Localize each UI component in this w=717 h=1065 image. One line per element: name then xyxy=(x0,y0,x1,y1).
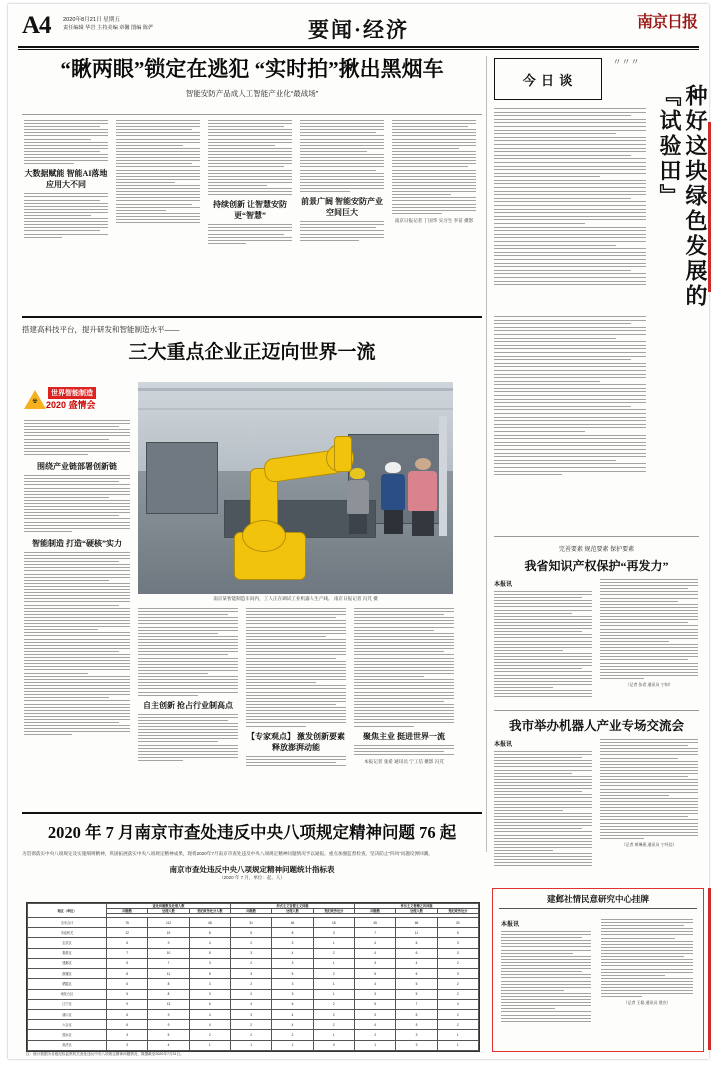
table-cell-value: 2 xyxy=(437,1009,478,1019)
table-cell-value: 5 xyxy=(396,1020,437,1030)
table-cell-value: 9 xyxy=(148,1009,189,1019)
table-col-0-0: 问题数 xyxy=(107,909,148,914)
table-cell-value: 2 xyxy=(354,1030,395,1040)
table-col-2-1: 处理人数 xyxy=(396,909,437,914)
table-cell-value: 9 xyxy=(148,938,189,948)
table-cell-value: 1 xyxy=(313,989,354,999)
table-cell-value: 3 xyxy=(396,1040,437,1050)
lead-subhead-2: 持续创新 让智慧安防更“智慧” xyxy=(213,200,287,221)
table-colgroup-2: 享乐主义奢靡之风问题 xyxy=(354,904,478,909)
robot-shoulder-joint xyxy=(242,520,286,552)
table-cell-value: 48 xyxy=(189,918,230,928)
table-cell-area: 六合区 xyxy=(28,1020,107,1030)
table-cell-value: 5 xyxy=(272,969,313,979)
page-sheet xyxy=(8,4,709,1059)
table-cell-value: 8 xyxy=(148,989,189,999)
table-cell-value: 1 xyxy=(189,1040,230,1050)
table-cell-value: 4 xyxy=(272,1020,313,1030)
table-cell-value: 3 xyxy=(230,1009,271,1019)
table-cell-value: 3 xyxy=(437,938,478,948)
table-cell-value: 4 xyxy=(189,1009,230,1019)
helmet-icon xyxy=(385,462,401,473)
worker-torso xyxy=(347,480,369,514)
feature-insert-title: 【专家观点】 激发创新要素 释放澎湃动能 xyxy=(247,731,345,752)
table-cell-value: 3 xyxy=(354,989,395,999)
worker-white-helmet xyxy=(378,462,408,534)
table-colgroup-1: 形式主义官僚主义问题 xyxy=(230,904,354,909)
folio-date: 2020年8月21日 星期五 xyxy=(63,17,120,23)
table-cell-area: 建邺区 xyxy=(28,958,107,968)
table-cell-value: 9 xyxy=(148,1020,189,1030)
photo-caption: 南京某智能制造车间内，工人正在调试工业机器人生产线。 南京日报记者 冯芃 摄 xyxy=(213,596,378,601)
worker-legs xyxy=(412,511,434,536)
table-col-2-2: 党纪政务处分 xyxy=(437,909,478,914)
table-row xyxy=(28,938,479,948)
table-cell-value: 3 xyxy=(189,958,230,968)
article-4-byline: （记者 王聪 通讯员 建宣） xyxy=(623,1000,671,1006)
table-cell-value: 31 xyxy=(230,918,271,928)
article-4-lead-label: 本报讯 xyxy=(501,922,520,928)
feature-photo xyxy=(138,382,453,594)
feature-subhead-2: 智能制造 打造“硬核”实力 xyxy=(32,538,122,548)
table-cell-value: 2 xyxy=(437,1020,478,1030)
lead-subhead-3: 前景广阔 智能安防产业空间巨大 xyxy=(301,197,383,218)
table-cell-value: 5 xyxy=(189,948,230,958)
masthead xyxy=(18,10,699,46)
table-cell-value: 76 xyxy=(107,918,148,928)
feature-bottom-rule xyxy=(22,812,482,814)
table-cell-value: 4 xyxy=(354,948,395,958)
worker-torso xyxy=(381,474,405,510)
article-3-lead-label: 本报讯 xyxy=(494,742,513,748)
right-divider-1 xyxy=(494,536,699,537)
table-row xyxy=(28,1040,479,1050)
table-cell-area: 全市合计 xyxy=(28,918,107,928)
table-cell-area: 浦口区 xyxy=(28,1009,107,1019)
table-cell-area: 鼓楼区 xyxy=(28,969,107,979)
table-cell-value: 6 xyxy=(396,969,437,979)
table-cell-value: 6 xyxy=(107,938,148,948)
table-cell-area: 溧水区 xyxy=(28,1030,107,1040)
article-4-col-2 xyxy=(601,919,693,1006)
table-cell-value: 2 xyxy=(313,948,354,958)
table-body xyxy=(28,918,479,1051)
table-cell-value: 3 xyxy=(437,969,478,979)
article-2 xyxy=(494,544,699,574)
feature-story-header xyxy=(22,324,482,365)
table-cell-value: 5 xyxy=(354,999,395,1009)
worker-legs xyxy=(349,514,367,534)
article-3 xyxy=(494,716,699,734)
table-cell-value: 30 xyxy=(437,918,478,928)
table-row xyxy=(28,958,479,968)
table-cell-value: 2 xyxy=(313,1020,354,1030)
head-icon xyxy=(415,458,431,470)
table-cell-value: 8 xyxy=(272,928,313,938)
expo-logo: ☢ 世界智能制造 2020 盛情会 xyxy=(24,386,130,416)
table-cell-value: 3 xyxy=(189,979,230,989)
table-cell-value: 1 xyxy=(437,1040,478,1050)
table-cell-area: 雨花台区 xyxy=(28,989,107,999)
table-cell-value: 45 xyxy=(354,918,395,928)
table-cell-value: 46 xyxy=(272,918,313,928)
feature-kicker: 搭建高科技平台，提升研发和智能制造水平—— xyxy=(22,325,180,334)
table-cell-value: 6 xyxy=(189,999,230,1009)
lead-story xyxy=(22,56,482,99)
table-cell-area: 玄武区 xyxy=(28,938,107,948)
table-cell-value: 3 xyxy=(107,1030,148,1040)
table-row xyxy=(28,1009,479,1019)
table-cell-value: 3 xyxy=(230,948,271,958)
table-cell-value: 2 xyxy=(313,969,354,979)
table-cell-value: 2 xyxy=(230,979,271,989)
table-row xyxy=(28,918,479,928)
article-2-col-2 xyxy=(600,579,698,704)
column-separator xyxy=(486,56,487,852)
helmet-icon xyxy=(350,468,365,479)
table-cell-value: 4 xyxy=(148,1040,189,1050)
table-col-0-1: 处理人数 xyxy=(148,909,189,914)
commentary-col-2 xyxy=(494,316,646,516)
table-grid xyxy=(27,903,479,1051)
table-row xyxy=(28,1030,479,1040)
table-cell-value: 7 xyxy=(148,958,189,968)
table-row xyxy=(28,1020,479,1030)
table-cell-value: 4 xyxy=(230,999,271,1009)
table-cell-value: 6 xyxy=(272,999,313,1009)
table-cell-value: 11 xyxy=(396,928,437,938)
feature-col-2 xyxy=(138,608,238,803)
table-footnote: 注：统计数据为各级纪检监察机关查处违反中央八项规定精神问题情况，数据截至2020年7月31日。 xyxy=(26,1052,184,1056)
table-cell-value: 2 xyxy=(230,938,271,948)
table-cell-value: 3 xyxy=(272,989,313,999)
table-cell-value: 112 xyxy=(148,918,189,928)
table-cell-value: 8 xyxy=(107,969,148,979)
lead-col-2 xyxy=(116,120,200,310)
table-cell-value: 7 xyxy=(107,948,148,958)
table-cell-value: 2 xyxy=(437,989,478,999)
table-cell-value: 18 xyxy=(313,918,354,928)
photo-vertical-banner xyxy=(439,416,447,536)
table-row xyxy=(28,989,479,999)
brush-ornament: 〃〃〃 xyxy=(612,57,640,67)
table-cell-value: 3 xyxy=(437,948,478,958)
masthead-rule xyxy=(18,46,699,48)
table-cell-value: 6 xyxy=(107,979,148,989)
table-cell-value: 1 xyxy=(313,1030,354,1040)
table-col-1-1: 处理人数 xyxy=(272,909,313,914)
table-cell-value: 2 xyxy=(230,1030,271,1040)
lead-kicker: 智能安防产品成人工智能产业化“最战场” xyxy=(185,89,319,98)
table-cell-value: 3 xyxy=(313,928,354,938)
table-cell-area: 秦淮区 xyxy=(28,948,107,958)
table-cell-value: 2 xyxy=(230,989,271,999)
table-cell-value: 3 xyxy=(354,958,395,968)
table-cell-value: 8 xyxy=(148,979,189,989)
masthead-rule-thin xyxy=(18,49,699,50)
report-standfirst: 为贯彻落实中央八项规定及实施细则精神，巩固拓展落实中央八项规定精神成果，现将2020年7月南京市查处违反中央八项规定精神问题情况予以通报。重点加强监督检查，坚决防止“四风”问题反弹回潮。 xyxy=(22,851,433,856)
feature-subhead-1: 围绕产业链部署创新链 xyxy=(37,462,117,472)
table-cell-value: 2 xyxy=(313,1009,354,1019)
article-4-headline: 建邺社情民意研究中心挂牌 xyxy=(499,893,697,909)
feature-col-4 xyxy=(354,608,454,803)
article-3-byline: （记者 黄琳燕 通讯员 宁经信） xyxy=(621,842,677,847)
feature-subhead-3: 自主创新 抢占行业制高点 xyxy=(143,700,233,710)
table-col-1-0: 问题数 xyxy=(230,909,271,914)
table-cell-value: 7 xyxy=(354,928,395,938)
table-cell-value: 66 xyxy=(396,918,437,928)
table-head xyxy=(28,904,479,918)
table-cell-value: 5 xyxy=(148,1030,189,1040)
feature-col-3 xyxy=(246,608,346,803)
table-cell-value: 2 xyxy=(272,1030,313,1040)
today-talk-title: 今 日 谈 xyxy=(522,73,574,88)
table-cell-value: 4 xyxy=(437,999,478,1009)
table-row xyxy=(28,979,479,989)
table-cell-value: 2 xyxy=(230,1020,271,1030)
table-cell-value: 9 xyxy=(107,999,148,1009)
feature-headline: 三大重点企业正迈向世界一流 xyxy=(128,342,376,363)
worker-pink-shirt xyxy=(406,458,440,536)
vertical-headline: 种好这块绿色发展的『试验田』 xyxy=(657,84,708,309)
table-cell-value: 1 xyxy=(313,958,354,968)
edge-marker-top xyxy=(708,122,711,292)
table-cell-value: 4 xyxy=(396,958,437,968)
table-cell-value: 5 xyxy=(396,1009,437,1019)
section-title: 要闻·经济 xyxy=(307,18,409,42)
report-block xyxy=(22,822,482,881)
table-row xyxy=(28,999,479,1009)
table-cell-value: 5 xyxy=(437,928,478,938)
table-cell-value: 5 xyxy=(396,979,437,989)
lead-subhead-1: 大数据赋能 智能AI落地应用大不同 xyxy=(24,169,108,190)
lead-headline: “瞅两眼”锁定在逃犯 “实时拍”揪出黑烟车 xyxy=(60,57,444,81)
table-cell-value: 3 xyxy=(354,1009,395,1019)
table-subtitle: （2020 年 7 月，单位：起、人） xyxy=(219,875,285,880)
feature-byline: 本报记者 张希 通讯员 宁工信 摄影 冯芃 xyxy=(364,758,444,764)
table-cell-value: 2 xyxy=(313,999,354,1009)
table-cell-value: 5 xyxy=(354,969,395,979)
table-cell-value: 13 xyxy=(148,999,189,1009)
table-cell-value: 5 xyxy=(107,958,148,968)
folio-editors: 责任编辑 华岩 主持美编 章馨 图编 陈俨 xyxy=(63,25,154,31)
table-cell-value: 5 xyxy=(189,969,230,979)
lead-col-4 xyxy=(300,120,384,310)
commentary-col-1 xyxy=(494,108,646,308)
table-cell-value: 1 xyxy=(272,1040,313,1050)
table-cell-value: 11 xyxy=(148,969,189,979)
table-cell-value: 4 xyxy=(354,1020,395,1030)
table-title: 南京市查处违反中央八项规定精神问题统计指标表 xyxy=(169,865,335,874)
photo-machine-left xyxy=(146,442,218,514)
report-headline: 2020 年 7 月南京市查处违反中央八项规定精神问题 76 起 xyxy=(47,823,457,842)
table-cell-value: 10 xyxy=(148,948,189,958)
table-cell-value: 3 xyxy=(230,969,271,979)
table-cell-value: 3 xyxy=(189,989,230,999)
table-cell-value: 2 xyxy=(230,958,271,968)
table-cell-value: 6 xyxy=(107,1020,148,1030)
table-row xyxy=(28,928,479,938)
table-cell-value: 1 xyxy=(354,1040,395,1050)
worker-legs xyxy=(384,510,403,534)
table-cell-value: 3 xyxy=(272,979,313,989)
table-cell-value: 8 xyxy=(189,928,230,938)
table-cell-value: 2 xyxy=(437,979,478,989)
table-cell-value: 4 xyxy=(354,979,395,989)
lead-col-5 xyxy=(392,120,476,310)
table-cell-value: 4 xyxy=(272,1009,313,1019)
article-2-col-1 xyxy=(494,579,592,704)
table-cell-value: 1 xyxy=(230,1040,271,1050)
nameplate: 南京日报 xyxy=(636,14,697,31)
today-talk-box xyxy=(494,58,602,100)
article-4-col-1 xyxy=(501,919,591,1024)
lead-col-1 xyxy=(24,120,108,310)
table-cell-value: 2 xyxy=(437,958,478,968)
table-cell-value: 5 xyxy=(396,989,437,999)
worker-yellow-helmet xyxy=(344,468,372,534)
robot-end-effector xyxy=(334,436,352,472)
table-cell-value: 0 xyxy=(313,1040,354,1050)
lead-col-3 xyxy=(208,120,292,310)
table-cell-value: 6 xyxy=(107,1009,148,1019)
table-col-2-0: 问题数 xyxy=(354,909,395,914)
table-cell-value: 1 xyxy=(437,1030,478,1040)
table-cell-value: 3 xyxy=(107,1040,148,1050)
table-cell-value: 6 xyxy=(396,948,437,958)
right-divider-2 xyxy=(494,710,699,711)
article-3-headline: 我市举办机器人产业专场交流会 xyxy=(508,719,684,733)
table-cell-area: 高淳区 xyxy=(28,1040,107,1050)
table-cell-value: 7 xyxy=(396,999,437,1009)
article-2-lead-label: 本报讯 xyxy=(494,582,513,588)
lead-bottom-rule xyxy=(22,316,482,318)
table-cell-value: 1 xyxy=(313,979,354,989)
table-cell-value: 4 xyxy=(272,948,313,958)
article-3-col-1 xyxy=(494,739,592,874)
article-2-headline: 我省知识产权保护“再发力” xyxy=(524,559,669,573)
photo-ceiling-beam-2 xyxy=(138,408,453,410)
feature-col-1 xyxy=(24,386,130,738)
table-cell-value: 3 xyxy=(272,938,313,948)
table-cell-value: 19 xyxy=(148,928,189,938)
table-cell-value: 5 xyxy=(107,989,148,999)
table-cell-value: 3 xyxy=(272,958,313,968)
table-cell-value: 12 xyxy=(107,928,148,938)
table-cell-value: 4 xyxy=(354,938,395,948)
feature-subhead-4: 聚焦主业 挺进世界一流 xyxy=(363,731,445,741)
table-cell-area: 市直机关 xyxy=(28,928,107,938)
article-3-col-2 xyxy=(600,739,698,874)
folio-number: A4 xyxy=(22,12,51,39)
article-2-kicker: 完善要素 规范要素 保护要素 xyxy=(558,547,635,553)
table-cell-area: 江宁区 xyxy=(28,999,107,1009)
worker-torso xyxy=(408,471,437,511)
edge-marker xyxy=(708,888,711,1050)
statistics-table xyxy=(26,902,480,1052)
article-2-byline: （记者 张希 通讯员 宁知） xyxy=(625,682,673,687)
table-cell-value: 2 xyxy=(189,1030,230,1040)
photo-ceiling-beam xyxy=(138,388,453,391)
lead-divider xyxy=(22,114,482,115)
table-row xyxy=(28,969,479,979)
table-cell-value: 5 xyxy=(230,928,271,938)
table-cell-value: 6 xyxy=(396,938,437,948)
table-row xyxy=(28,948,479,958)
lead-byline: 南京日报记者 丁国华 实习生 李苗 摄影 xyxy=(394,217,474,223)
highlighted-article-box[interactable] xyxy=(492,888,704,1052)
table-cell-value: 4 xyxy=(189,1020,230,1030)
table-cell-area: 栖霞区 xyxy=(28,979,107,989)
table-cell-value: 4 xyxy=(189,938,230,948)
table-row-header: 地区（单位） xyxy=(28,904,107,918)
table-cell-value: 3 xyxy=(396,1030,437,1040)
table-colgroup-0: 查处问题数及处理人数 xyxy=(107,904,231,909)
table-col-1-2: 党纪政务处分 xyxy=(313,909,354,914)
table-cell-value: 1 xyxy=(313,938,354,948)
table-col-0-2: 党纪政务处分人数 xyxy=(189,909,230,914)
